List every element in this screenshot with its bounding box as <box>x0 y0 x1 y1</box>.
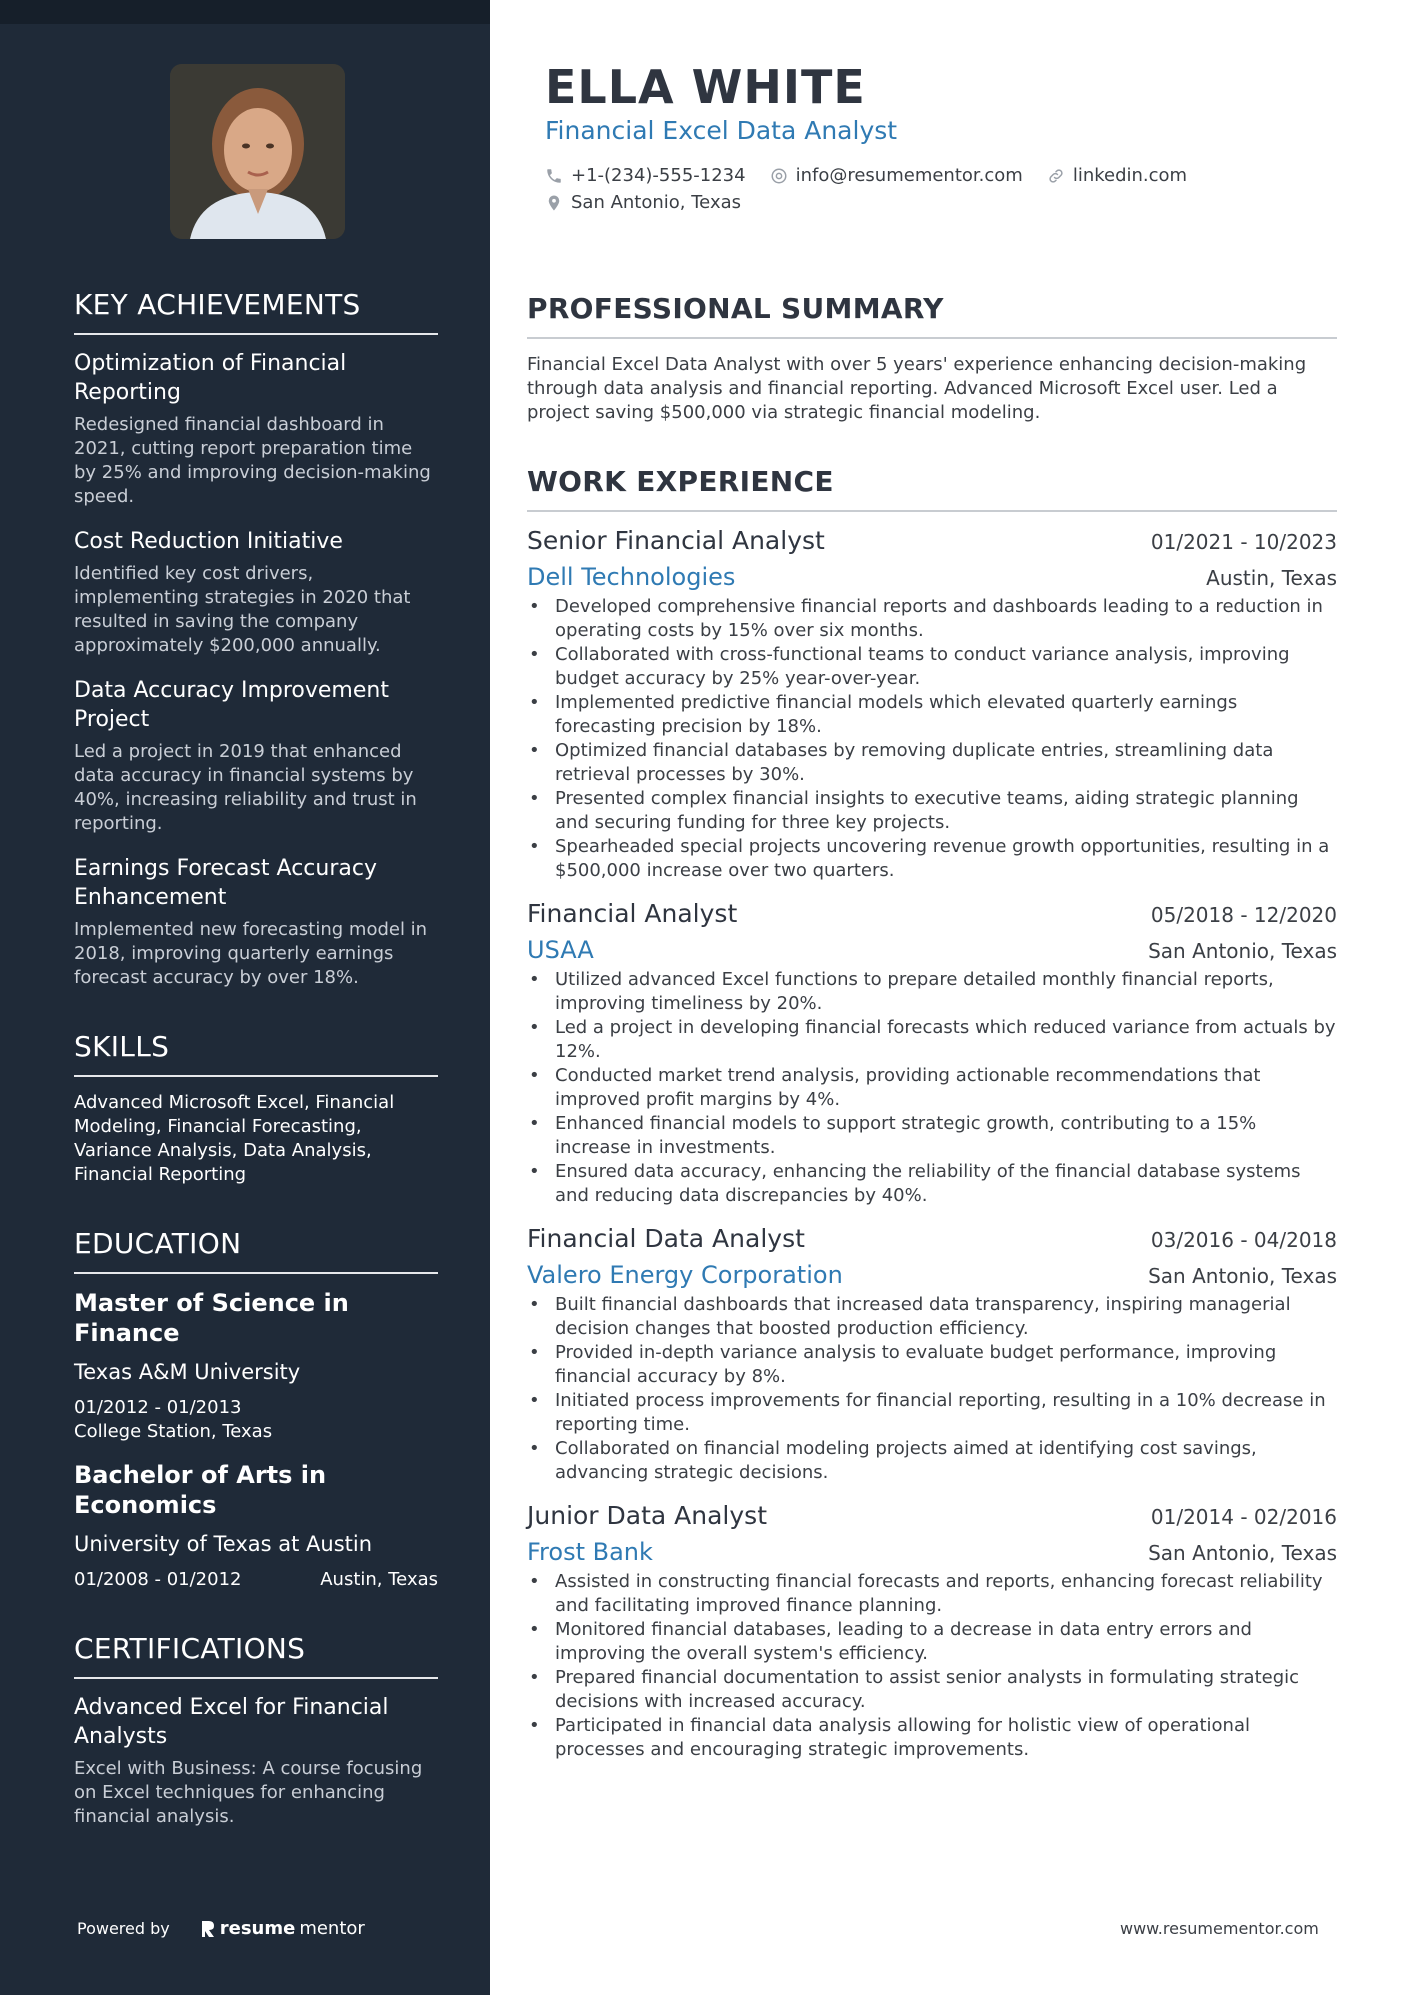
education-dates: 01/2008 - 01/2012 <box>74 1569 242 1590</box>
bullet-item: • Enhanced financial models to support strategic growth, contributing to a 15% increase in investments. <box>527 1112 1337 1160</box>
bullet-item: • Monitored financial databases, leading to a decrease in data entry errors and improving the overall system's efficiency. <box>527 1618 1337 1666</box>
sidebar-top-strip <box>0 0 490 24</box>
achievements-heading: KEY ACHIEVEMENTS <box>74 288 438 335</box>
summary-text: Financial Excel Data Analyst with over 5 years' experience enhancing decision-making through data analysis and financial reporting. Advanced Microsoft Excel user. Led a project saving $500,000 via strategic financial modeling. <box>527 354 1307 423</box>
job-bullets <box>527 1570 1337 1762</box>
brand-logo[interactable] <box>200 1918 365 1939</box>
job-location: San Antonio, Texas <box>1148 1541 1337 1565</box>
achievement-description: Implemented new forecasting model in 2018, improving quarterly earnings forecast accuracy by over 18%. <box>74 919 428 988</box>
job-subheader <box>527 1538 1337 1566</box>
job-header <box>527 1501 1337 1530</box>
job-subheader <box>527 1261 1337 1289</box>
summary-heading: PROFESSIONAL SUMMARY <box>527 292 1337 339</box>
bullet-item: • Spearheaded special projects uncovering revenue growth opportunities, resulting in a $500,000 increase over two quarters. <box>527 835 1337 883</box>
bullet-item: • Conducted market trend analysis, providing actionable recommendations that improved profit margins by 4%. <box>527 1064 1337 1112</box>
contact-info <box>545 163 1305 217</box>
job-dates: 05/2018 - 12/2020 <box>1150 903 1337 927</box>
job-entry <box>527 1501 1337 1762</box>
contact-linkedin[interactable] <box>1047 163 1187 189</box>
job-role: Junior Data Analyst <box>527 1501 768 1530</box>
skills-heading: SKILLS <box>74 1030 438 1077</box>
job-dates: 01/2021 - 10/2023 <box>1150 530 1337 554</box>
job-bullets <box>527 1293 1337 1485</box>
achievement-item <box>74 349 438 509</box>
bullet-item: • Initiated process improvements for financial reporting, resulting in a 10% decrease in reporting time. <box>527 1389 1337 1437</box>
education-degree: Master of Science in Finance <box>74 1289 349 1347</box>
job-role: Financial Data Analyst <box>527 1224 805 1253</box>
education-location: College Station, Texas <box>74 1421 273 1442</box>
achievement-description: Redesigned financial dashboard in 2021, cutting report preparation time by 25% and improving decision-making speed. <box>74 414 431 507</box>
experience-section <box>527 465 1337 1778</box>
job-company: Valero Energy Corporation <box>527 1261 843 1289</box>
job-location: San Antonio, Texas <box>1148 939 1337 963</box>
job-subheader <box>527 563 1337 591</box>
skills-section <box>74 1030 438 1187</box>
candidate-title: Financial Excel Data Analyst <box>545 116 898 145</box>
powered-by-label: Powered by <box>77 1919 170 1938</box>
education-item <box>74 1460 438 1592</box>
contact-location <box>545 190 741 216</box>
link-icon <box>1047 167 1065 185</box>
bullet-item: • Developed comprehensive financial reports and dashboards leading to a reduction in operating costs by 15% over six months. <box>527 595 1337 643</box>
bullet-item: • Participated in financial data analysis allowing for holistic view of operational processes and encouraging strategic improvements. <box>527 1714 1337 1762</box>
bullet-item: • Collaborated with cross-functional teams to conduct variance analysis, improving budget accuracy by 25% year-over-year. <box>527 643 1337 691</box>
bullet-item: • Assisted in constructing financial forecasts and reports, enhancing forecast reliability and facilitating improved finance planning. <box>527 1570 1337 1618</box>
education-meta-row <box>74 1568 438 1592</box>
certifications-heading: CERTIFICATIONS <box>74 1632 438 1679</box>
education-heading: EDUCATION <box>74 1227 438 1274</box>
job-location: Austin, Texas <box>1206 566 1337 590</box>
at-icon <box>770 167 788 185</box>
job-role: Financial Analyst <box>527 899 738 928</box>
bullet-item: • Utilized advanced Excel functions to prepare detailed monthly financial reports, improving timeliness by 20%. <box>527 968 1337 1016</box>
brand-name-light: mentor <box>299 1918 365 1939</box>
achievement-title: Data Accuracy Improvement Project <box>74 678 389 732</box>
job-entry <box>527 526 1337 883</box>
website-link[interactable]: www.resumementor.com <box>1120 1919 1319 1938</box>
bullet-item: • Implemented predictive financial models which elevated quarterly earnings forecasting precision by 18%. <box>527 691 1337 739</box>
brand-mark-icon <box>200 1919 216 1939</box>
contact-row <box>545 163 1305 189</box>
education-school: Texas A&M University <box>74 1360 301 1384</box>
contact-row <box>545 190 1305 216</box>
achievement-title: Earnings Forecast Accuracy Enhancement <box>74 856 377 910</box>
education-location: Austin, Texas <box>320 1569 438 1590</box>
achievement-description: Identified key cost drivers, implementing strategies in 2020 that resulted in saving the company approximately $200,000 annually. <box>74 563 411 656</box>
job-entry <box>527 899 1337 1208</box>
bullet-item: • Collaborated on financial modeling projects aimed at identifying cost savings, advancing strategic decisions. <box>527 1437 1337 1485</box>
job-entry <box>527 1224 1337 1485</box>
bullet-item: • Provided in-depth variance analysis to evaluate budget performance, improving financial accuracy by 8%. <box>527 1341 1337 1389</box>
job-dates: 01/2014 - 02/2016 <box>1150 1505 1337 1529</box>
bullet-item: • Prepared financial documentation to assist senior analysts in formulating strategic decisions with increased accuracy. <box>527 1666 1337 1714</box>
email-text: info@resumementor.com <box>795 165 1023 186</box>
location-text: San Antonio, Texas <box>571 192 741 213</box>
job-dates: 03/2016 - 04/2018 <box>1150 1228 1337 1252</box>
achievements-section <box>74 288 438 990</box>
location-pin-icon <box>545 194 563 212</box>
education-school: University of Texas at Austin <box>74 1532 373 1556</box>
contact-phone[interactable] <box>545 163 746 189</box>
job-company: Dell Technologies <box>527 563 736 591</box>
bullet-item: • Optimized financial databases by removing duplicate entries, streamlining data retrieval processes by 30%. <box>527 739 1337 787</box>
education-section <box>74 1227 438 1592</box>
profile-photo <box>170 64 345 239</box>
powered-by <box>77 1918 365 1939</box>
education-degree: Bachelor of Arts in Economics <box>74 1461 327 1519</box>
job-subheader <box>527 936 1337 964</box>
bullet-item: • Ensured data accuracy, enhancing the reliability of the financial database systems and reducing data discrepancies by 40%. <box>527 1160 1337 1208</box>
phone-text: +1-(234)-555-1234 <box>571 165 746 186</box>
brand-name-bold: resume <box>219 1918 296 1939</box>
job-bullets <box>527 595 1337 883</box>
job-company: USAA <box>527 936 594 964</box>
achievement-description: Led a project in 2019 that enhanced data accuracy in financial systems by 40%, increasing reliability and trust in reporting. <box>74 741 417 834</box>
job-location: San Antonio, Texas <box>1148 1264 1337 1288</box>
education-dates: 01/2012 - 01/2013 <box>74 1397 242 1418</box>
experience-heading: WORK EXPERIENCE <box>527 465 1337 512</box>
education-item <box>74 1288 438 1444</box>
achievement-item <box>74 527 438 658</box>
phone-icon <box>545 167 563 185</box>
job-header <box>527 899 1337 928</box>
job-bullets <box>527 968 1337 1208</box>
achievement-item <box>74 676 438 836</box>
bullet-item: • Presented complex financial insights to executive teams, aiding strategic planning and securing funding for three key projects. <box>527 787 1337 835</box>
achievement-title: Optimization of Financial Reporting <box>74 351 347 405</box>
achievement-title: Cost Reduction Initiative <box>74 529 343 554</box>
job-role: Senior Financial Analyst <box>527 526 825 555</box>
bullet-item: • Built financial dashboards that increased data transparency, inspiring managerial decision changes that boosted production efficiency. <box>527 1293 1337 1341</box>
bullet-item: • Led a project in developing financial forecasts which reduced variance from actuals by 12%. <box>527 1016 1337 1064</box>
contact-email[interactable] <box>770 163 1023 189</box>
certification-description: Excel with Business: A course focusing on Excel techniques for enhancing financial analysis. <box>74 1758 423 1827</box>
candidate-name: ELLA WHITE <box>545 60 866 114</box>
certification-title: Advanced Excel for Financial Analysts <box>74 1695 389 1749</box>
skills-list: Advanced Microsoft Excel, Financial Modeling, Financial Forecasting, Variance Analysis, Data Analysis, Financial Reporting <box>74 1092 395 1185</box>
job-header <box>527 1224 1337 1253</box>
linkedin-text: linkedin.com <box>1072 165 1188 186</box>
achievement-item <box>74 854 438 990</box>
summary-section <box>527 292 1337 425</box>
job-company: Frost Bank <box>527 1538 653 1566</box>
sidebar <box>0 0 490 1995</box>
certifications-section <box>74 1632 438 1829</box>
job-header <box>527 526 1337 555</box>
